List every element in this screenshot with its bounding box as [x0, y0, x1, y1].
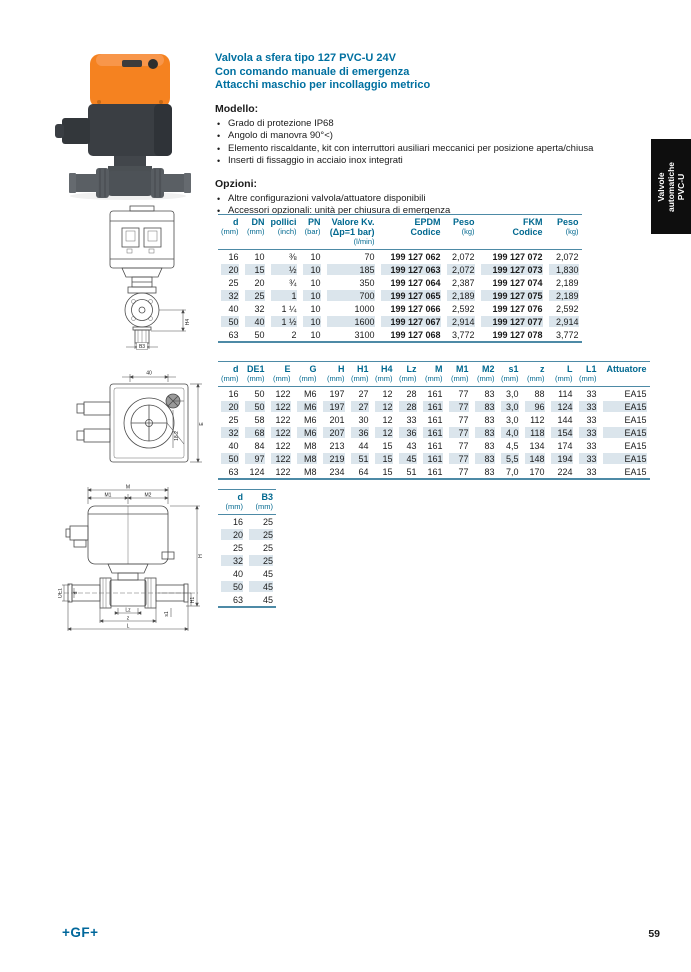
table-cell: 2 [291, 329, 297, 340]
table-cell: 10 [254, 251, 265, 262]
table-cell: 224 [557, 466, 573, 477]
column-header: z (mm) [522, 362, 548, 387]
table-cell: 83 [472, 400, 498, 413]
table-cell: 124 [548, 400, 576, 413]
table-cell: 15 [242, 263, 268, 276]
table-row [218, 593, 276, 607]
table-cell: 83 [484, 388, 495, 399]
table-cell: 20 [218, 528, 246, 541]
kv-code-table [218, 214, 582, 343]
bullet-icon: • [217, 193, 221, 204]
column-header: M1 (mm) [446, 362, 472, 387]
table-cell: 114 [558, 388, 573, 399]
table-cell: 2,189 [555, 277, 579, 288]
table-cell: 25 [228, 277, 239, 288]
table-cell: 144 [557, 414, 573, 425]
table-cell: 185 [324, 263, 378, 276]
table-cell: 33 [406, 414, 417, 425]
table-cell: 16 [228, 388, 239, 399]
table-row [218, 263, 582, 276]
column-header: G (mm) [294, 362, 320, 387]
table-cell: 134 [529, 440, 545, 451]
bullet-text: Elemento riscaldante, kit con interruttori ausiliari meccanici per posizione aperta/chiusa [228, 142, 594, 154]
dim-label-m: M [125, 484, 131, 491]
table-cell: M6 [303, 388, 317, 399]
bullet-text: Grado di protezione IP68 [228, 117, 334, 129]
table-cell: 27 [348, 400, 372, 413]
table-cell: 3,0 [505, 414, 519, 425]
table-cell: 51 [406, 466, 417, 477]
table-cell: 77 [458, 440, 469, 451]
table-cell: 3100 [354, 329, 375, 340]
table-row [218, 554, 276, 567]
table-cell: 77 [458, 414, 469, 425]
bullet-text: Accessori opzionali: unità per chiusura di emergenza [228, 205, 451, 216]
table-row [218, 387, 650, 401]
table-cell: 63 [228, 329, 239, 340]
table-cell: 77 [458, 388, 469, 399]
table-row [218, 580, 276, 593]
dim-label-h1: H1 [190, 596, 196, 604]
table-cell: M8 [294, 452, 320, 465]
table-cell: 10 [300, 289, 324, 302]
table-cell: 3,772 [555, 329, 579, 340]
table-cell: 64 [358, 466, 369, 477]
dim-label-l: L [126, 623, 130, 630]
table-cell: 1000 [354, 303, 375, 314]
table-cell: 77 [458, 466, 469, 477]
column-header: B3 (mm) [246, 490, 276, 515]
table-cell: 122 [275, 466, 291, 477]
table-cell: 5,5 [498, 452, 522, 465]
table-cell: 15 [382, 440, 393, 451]
table-cell: 2,592 [451, 303, 475, 314]
table-cell: 12 [382, 388, 393, 399]
column-header: Peso (kg) [444, 215, 478, 250]
bullet-icon: • [217, 206, 221, 216]
table-row [218, 315, 582, 328]
table-cell: 25 [242, 289, 268, 302]
column-header: Lz (mm) [396, 362, 420, 387]
table-cell: 33 [576, 400, 600, 413]
dim-label-m2: M2 [144, 492, 152, 499]
table-cell: 70 [364, 251, 375, 262]
table-cell: 25 [246, 528, 276, 541]
bullet-item [215, 143, 660, 156]
table-cell: 122 [275, 440, 291, 451]
table-cell: 122 [268, 400, 294, 413]
table-cell: 88 [534, 388, 545, 399]
table-cell: 199 127 076 [492, 303, 543, 314]
table-cell: 33 [576, 452, 600, 465]
column-header: M2 (mm) [472, 362, 498, 387]
table-cell: 50 [254, 388, 265, 399]
table-cell: 32 [218, 426, 242, 439]
table-cell: 1 ¼ [281, 303, 297, 314]
table-cell: EA15 [600, 400, 650, 413]
bullet-icon: • [217, 118, 221, 129]
table-cell: 63 [228, 466, 239, 477]
gf-logo: +GF+ [62, 925, 99, 940]
table-cell: 2,072 [451, 251, 475, 262]
modello-label: Modello: [215, 102, 259, 115]
dim-label-e: E [199, 422, 205, 426]
table-cell: 161 [427, 466, 443, 477]
table-cell: 3,0 [505, 388, 519, 399]
top-view-drawing [74, 366, 210, 484]
table-cell: 2,914 [444, 315, 478, 328]
table-cell: 161 [420, 426, 446, 439]
table-cell: 44 [358, 440, 369, 451]
section-side-tab [651, 139, 691, 234]
table-cell: 50 [218, 452, 242, 465]
table-cell: EA15 [624, 466, 647, 477]
table-cell: 4,5 [505, 440, 519, 451]
dim-label-lz: Lz [125, 607, 131, 614]
table-cell: 199 127 074 [492, 277, 543, 288]
table-cell: 83 [472, 452, 498, 465]
table-cell: 2,189 [546, 289, 582, 302]
table-cell: M8 [303, 466, 317, 477]
dim-label-de1: DE1 [58, 588, 64, 598]
column-header: E (mm) [268, 362, 294, 387]
table-cell: EA15 [600, 426, 650, 439]
table-cell: 199 127 068 [390, 329, 441, 340]
table-cell: 148 [522, 452, 548, 465]
table-cell: 40 [228, 303, 239, 314]
table-cell: ¾ [289, 277, 297, 288]
table-row [218, 439, 650, 452]
column-header: L1 (mm) [576, 362, 600, 387]
table-row [218, 276, 582, 289]
bullet-text: Altre configurazioni valvola/attuatore disponibili [228, 192, 426, 204]
table-cell: 199 127 067 [378, 315, 444, 328]
table-cell: 77 [446, 400, 472, 413]
table-cell: M6 [294, 400, 320, 413]
table-cell: 20 [218, 400, 242, 413]
table-cell: 1600 [324, 315, 378, 328]
dim-label-h: H [198, 554, 204, 558]
table-cell: 25 [262, 516, 273, 527]
table-cell: 2,387 [451, 277, 475, 288]
intro-block [215, 52, 660, 218]
table-cell: 32 [254, 303, 265, 314]
column-header: FKM Codice [478, 215, 546, 250]
b3-table [218, 489, 276, 608]
table-cell: 161 [420, 452, 446, 465]
column-header: H (mm) [320, 362, 348, 387]
table-cell: 161 [427, 414, 443, 425]
table-cell: 122 [275, 414, 291, 425]
table-cell: 199 127 072 [492, 251, 543, 262]
table-cell: EA15 [624, 388, 647, 399]
table-cell: 12 [372, 400, 396, 413]
table-cell: 50 [254, 329, 265, 340]
table-cell: M6 [294, 426, 320, 439]
column-header: d (mm) [218, 215, 242, 250]
table-row [218, 426, 650, 439]
bullet-text: Angolo di manovra 90°<) [228, 130, 333, 141]
table-cell: 25 [262, 542, 273, 553]
table-cell: 10 [310, 303, 321, 314]
table-cell: 30 [358, 414, 369, 425]
table-cell: 40 [232, 568, 243, 579]
table-cell: M6 [303, 414, 317, 425]
table-cell: 2,072 [444, 263, 478, 276]
table-row [218, 289, 582, 302]
bullet-item [215, 155, 660, 168]
table-cell: 700 [324, 289, 378, 302]
column-header: DE1 (mm) [242, 362, 268, 387]
dim-label-h4: H4 [185, 318, 191, 326]
table-cell: 161 [427, 388, 443, 399]
table-cell: 16 [228, 251, 239, 262]
table-row [218, 541, 276, 554]
table-cell: 77 [446, 426, 472, 439]
table-cell: 83 [484, 414, 495, 425]
table-cell: 199 127 078 [492, 329, 543, 340]
column-header: DN (mm) [242, 215, 268, 250]
side-view-drawing [58, 484, 206, 636]
table-cell: 1,830 [546, 263, 582, 276]
column-header: M (mm) [420, 362, 446, 387]
table-cell: 174 [557, 440, 573, 451]
table-cell: 219 [320, 452, 348, 465]
table-cell: 10 [310, 329, 321, 340]
table-cell: 33 [586, 414, 597, 425]
table-row [218, 515, 276, 529]
table-cell: 33 [586, 388, 597, 399]
table-cell: 1 [268, 289, 300, 302]
table-cell: EA15 [624, 440, 647, 451]
table-row [218, 567, 276, 580]
table-cell: 7,0 [505, 466, 519, 477]
page-number: 59 [648, 928, 660, 940]
table-cell: 33 [586, 466, 597, 477]
table-cell: 124 [249, 466, 265, 477]
section-side-tab-text: Valvole automatiche PVC-U [656, 161, 687, 212]
bullet-item [215, 193, 660, 206]
table-cell: ⅜ [289, 251, 297, 262]
table-row [218, 465, 650, 479]
table-cell: 3,772 [451, 329, 475, 340]
table-cell: 45 [262, 594, 273, 605]
dim-label-z: z [126, 615, 130, 622]
table-row [218, 302, 582, 315]
dim-label-d: d [73, 591, 79, 595]
table-cell: 2,189 [444, 289, 478, 302]
column-header: Peso (kg) [546, 215, 582, 250]
table-cell: 10 [310, 251, 321, 262]
table-cell: 2,914 [546, 315, 582, 328]
table-cell: 2,592 [555, 303, 579, 314]
column-header: H4 (mm) [372, 362, 396, 387]
table-cell: 28 [406, 388, 417, 399]
dim-label-m1: M1 [104, 492, 112, 499]
table-cell: 112 [530, 414, 545, 425]
table-row [218, 413, 650, 426]
table-cell: 199 127 066 [390, 303, 441, 314]
column-header: EPDM Codice [378, 215, 444, 250]
table-cell: 1 ½ [268, 315, 300, 328]
table-cell: 63 [232, 594, 243, 605]
b3-table-wrapper [218, 489, 276, 608]
opzioni-label: Opzioni: [215, 177, 257, 190]
table-cell: 2,072 [555, 251, 579, 262]
table-cell: 122 [275, 388, 291, 399]
table-cell: 27 [358, 388, 369, 399]
table-cell: 36 [396, 426, 420, 439]
table-cell: 207 [320, 426, 348, 439]
column-header: Valore Kv. (Δp=1 bar) (l/min) [324, 215, 378, 250]
column-header: d (mm) [218, 490, 246, 515]
column-header: s1 (mm) [498, 362, 522, 387]
table-cell: 199 127 064 [390, 277, 441, 288]
table-cell: 45 [246, 580, 276, 593]
column-header: Attuatore [600, 362, 650, 387]
table-cell: 234 [329, 466, 345, 477]
table-cell: 161 [427, 440, 443, 451]
table-cell: 45 [396, 452, 420, 465]
table-cell: 10 [300, 263, 324, 276]
table-cell: 15 [372, 452, 396, 465]
table-cell: 83 [484, 440, 495, 451]
dim-label-b3: B3 [138, 344, 146, 350]
table-cell: 32 [218, 554, 246, 567]
table-cell: 194 [548, 452, 576, 465]
table-cell: 161 [420, 400, 446, 413]
table-cell: 199 127 062 [390, 251, 441, 262]
table-cell: 84 [254, 440, 265, 451]
table-cell: 170 [529, 466, 545, 477]
table-cell: 118 [522, 426, 548, 439]
column-header: PN (bar) [300, 215, 324, 250]
column-header: pollici (inch) [268, 215, 300, 250]
table-row [218, 452, 650, 465]
page-title-line3: Attacchi maschio per incollaggio metrico [215, 79, 431, 91]
table-cell: 10 [300, 315, 324, 328]
bullet-item [215, 130, 660, 143]
table-cell: 50 [242, 400, 268, 413]
table-cell: EA15 [600, 452, 650, 465]
product-photo [50, 40, 202, 202]
table-cell: 25 [232, 542, 243, 553]
table-row [218, 528, 276, 541]
column-header: d (mm) [218, 362, 242, 387]
table-cell: 16 [232, 516, 243, 527]
table-row [218, 250, 582, 264]
table-cell: 58 [254, 414, 265, 425]
bullet-icon: • [217, 143, 221, 154]
table-cell: 96 [522, 400, 548, 413]
kv-code-table-wrapper [218, 214, 582, 343]
table-cell: 15 [382, 466, 393, 477]
table-cell: 33 [576, 426, 600, 439]
dim-label-s1: s1 [164, 611, 170, 617]
table-cell: 199 127 065 [378, 289, 444, 302]
table-cell: 197 [320, 400, 348, 413]
column-header: L (mm) [548, 362, 576, 387]
table-cell: 25 [246, 554, 276, 567]
table-cell: 50 [218, 315, 242, 328]
table-cell: 77 [446, 452, 472, 465]
table-cell: 201 [329, 414, 345, 425]
table-row [218, 328, 582, 342]
table-cell: 20 [254, 277, 265, 288]
table-cell: 3,0 [498, 400, 522, 413]
front-view-drawing [88, 204, 200, 352]
table-cell: 51 [348, 452, 372, 465]
table-cell: 122 [268, 426, 294, 439]
table-cell: 28 [396, 400, 420, 413]
table-cell: 12 [382, 414, 393, 425]
table-cell: 213 [329, 440, 345, 451]
table-cell: 4,0 [498, 426, 522, 439]
table-cell: ½ [268, 263, 300, 276]
page-title-line2: Con comando manuale di emergenza [215, 65, 410, 78]
bullet-icon: • [217, 131, 221, 141]
table-row [218, 400, 650, 413]
table-cell: 20 [218, 263, 242, 276]
table-cell: 154 [548, 426, 576, 439]
table-cell: 97 [242, 452, 268, 465]
table-cell: 36 [348, 426, 372, 439]
table-cell: 83 [484, 466, 495, 477]
column-header: H1 (mm) [348, 362, 372, 387]
table-cell: 50 [218, 580, 246, 593]
table-cell: 33 [586, 440, 597, 451]
table-cell: 199 127 063 [378, 263, 444, 276]
table-cell: 32 [218, 289, 242, 302]
dim-label-40: 40 [146, 370, 152, 377]
bullet-icon: • [217, 156, 221, 166]
table-cell: 43 [406, 440, 417, 451]
bullet-item [215, 118, 660, 131]
table-cell: 83 [472, 426, 498, 439]
table-cell: 197 [329, 388, 345, 399]
table-cell: M8 [303, 440, 317, 451]
modello-bullet-list [215, 118, 660, 168]
table-cell: EA15 [624, 414, 647, 425]
page-title-line1: Valvola a sfera tipo 127 PVC-U 24V [215, 52, 396, 64]
table-cell: 350 [359, 277, 375, 288]
table-cell: 122 [268, 452, 294, 465]
table-cell: 10 [310, 277, 321, 288]
table-cell: 25 [228, 414, 239, 425]
table-cell: 40 [242, 315, 268, 328]
dimension-table [218, 361, 650, 480]
bullet-text: Inserti di fissaggio in acciaio inox integrati [228, 155, 403, 166]
dimension-table-wrapper [218, 361, 650, 480]
table-cell: 12 [372, 426, 396, 439]
table-cell: 68 [242, 426, 268, 439]
table-cell: 45 [262, 568, 273, 579]
dim-label-18-2: 18.2 [174, 431, 180, 441]
table-cell: 199 127 073 [478, 263, 546, 276]
table-cell: 199 127 077 [478, 315, 546, 328]
table-cell: 40 [228, 440, 239, 451]
table-cell: 199 127 075 [478, 289, 546, 302]
